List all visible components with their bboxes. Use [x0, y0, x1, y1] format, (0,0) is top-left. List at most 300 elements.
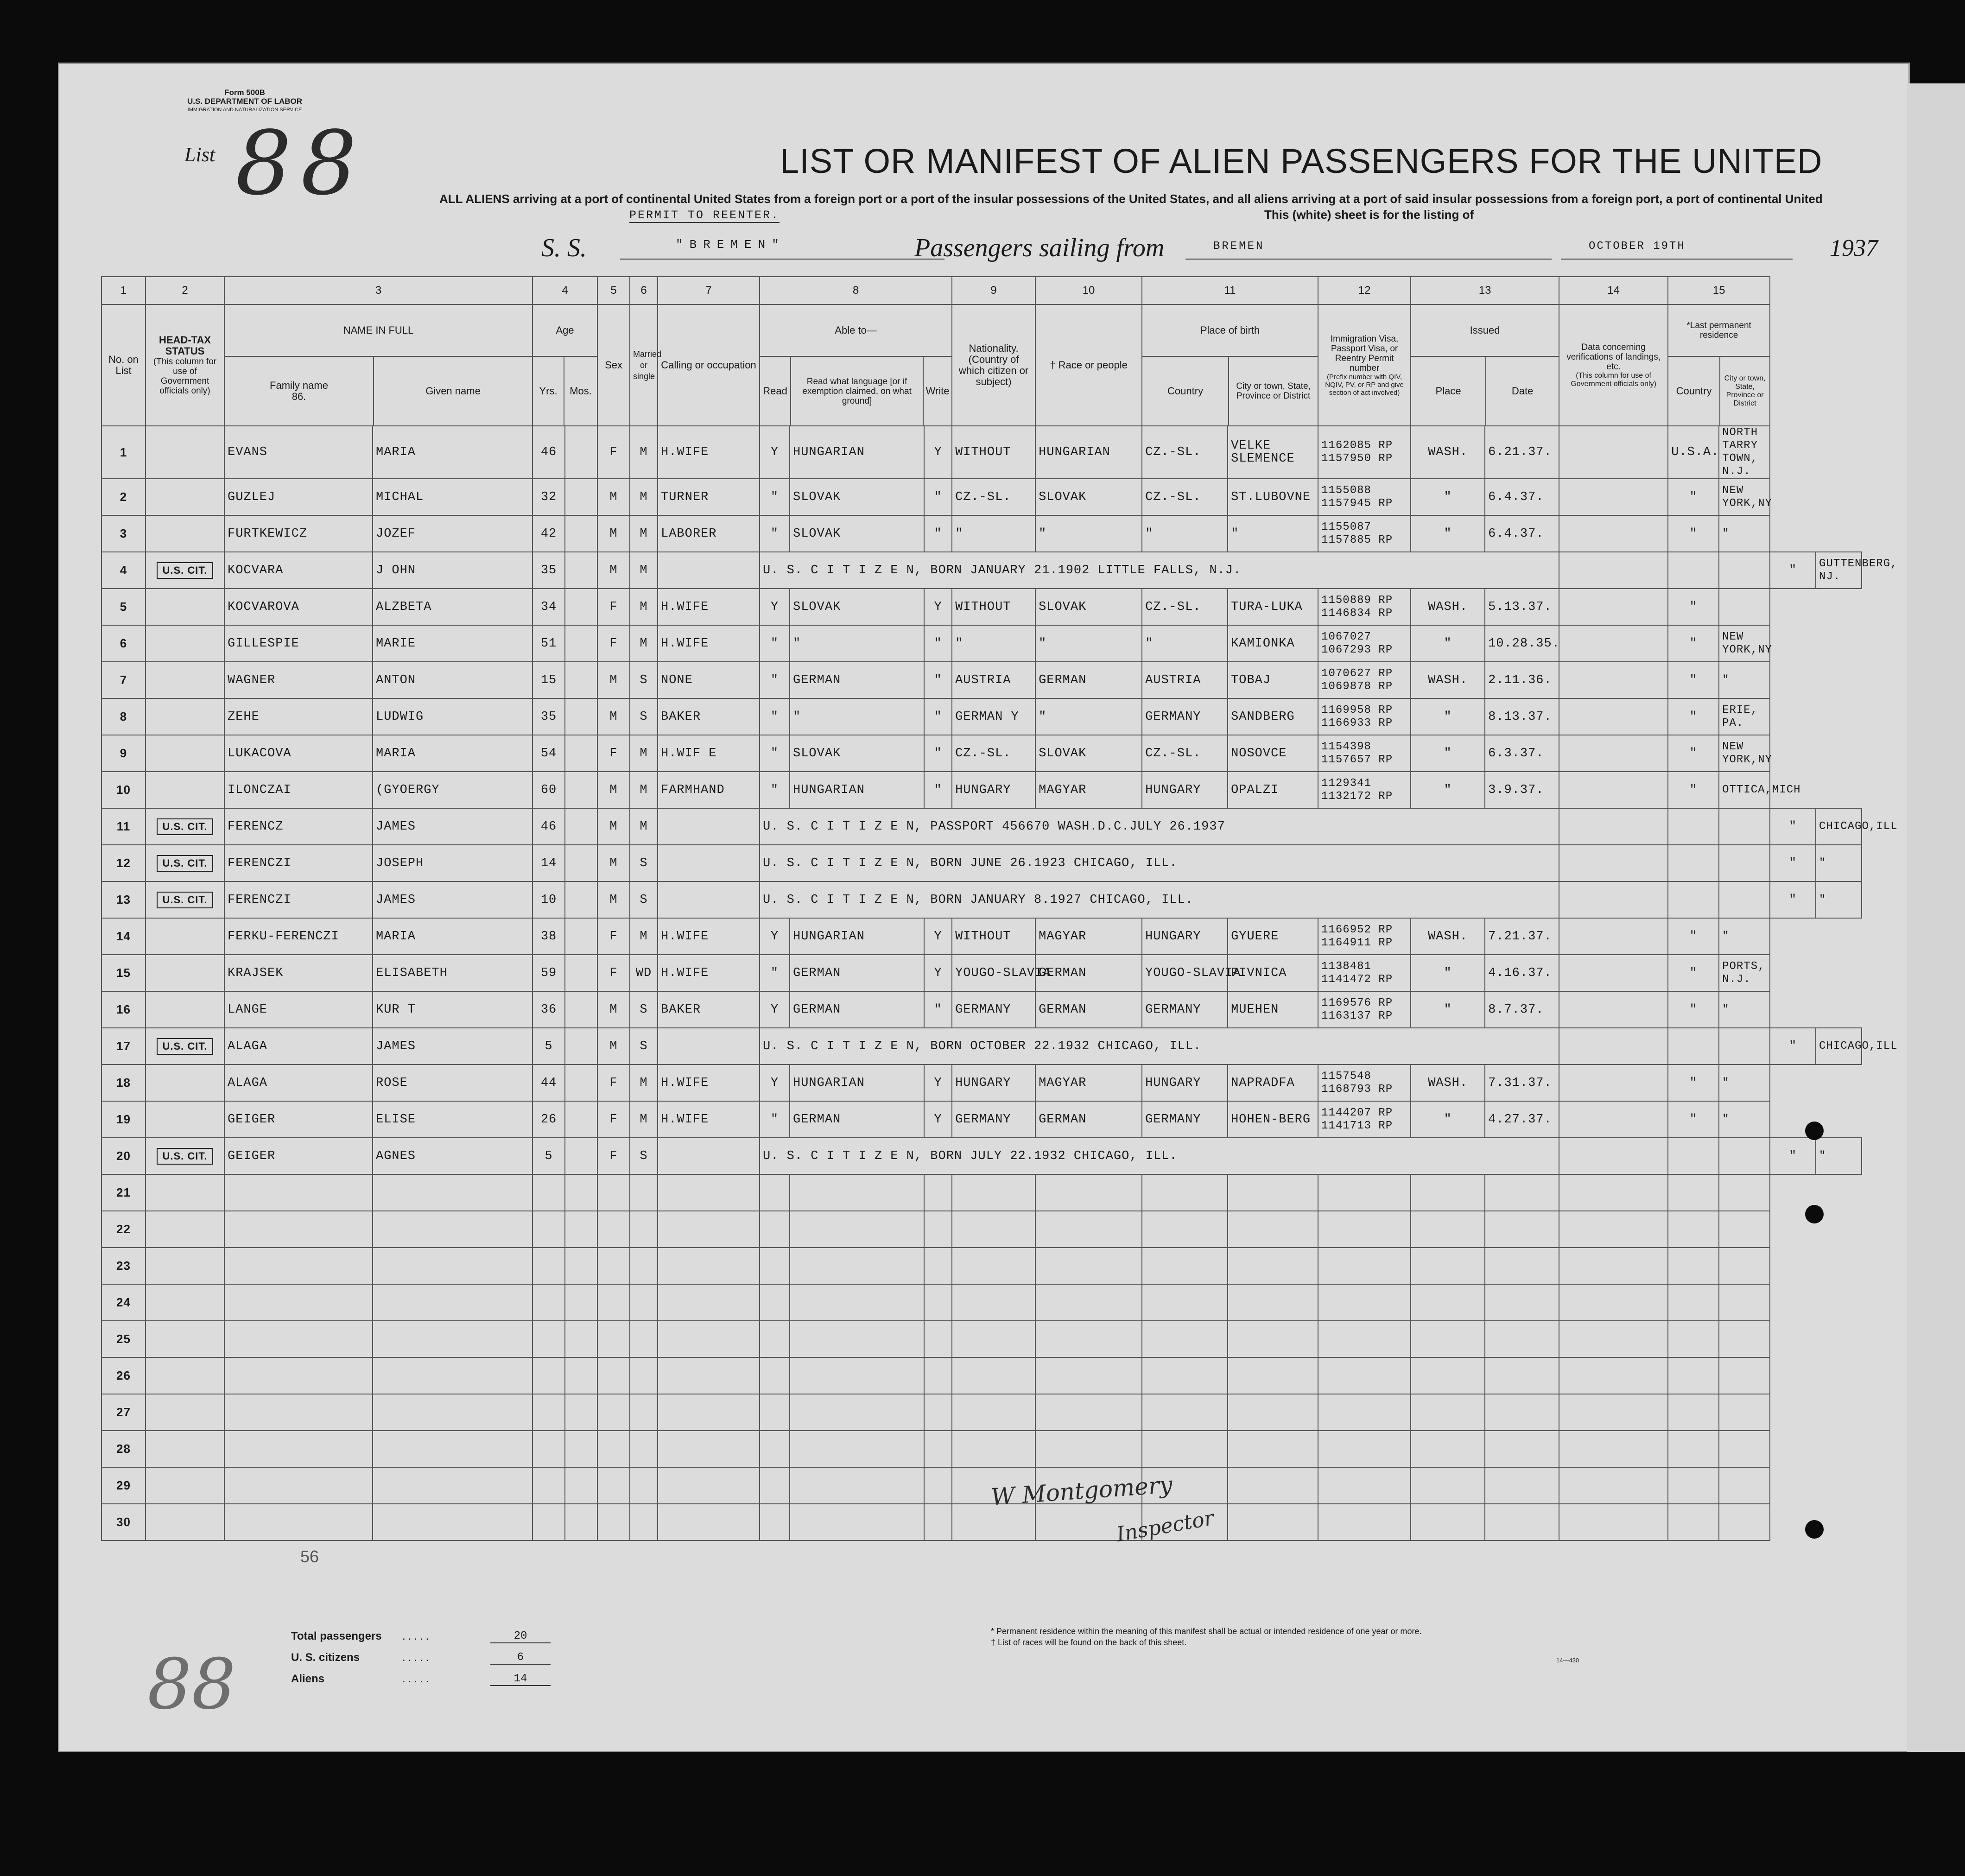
table-row — [101, 955, 1862, 991]
language-cell — [790, 1431, 924, 1467]
birth-city-cell — [1228, 1248, 1318, 1284]
given-name-cell: AGNES — [373, 1138, 532, 1174]
total-passengers-label: Total passengers — [291, 1630, 382, 1642]
given-name-cell: JAMES — [373, 881, 532, 918]
colnum: 6 — [630, 277, 658, 304]
issued-place-cell: " — [1411, 955, 1485, 991]
row-number: 15 — [101, 955, 146, 991]
family-name-cell: ZEHE — [224, 698, 373, 735]
residence-city-cell: " — [1719, 515, 1770, 552]
nationality-cell: HUNGARY — [952, 1065, 1035, 1101]
issued-date-cell — [1485, 1394, 1559, 1431]
landing-data-cell — [1559, 1357, 1668, 1394]
header-last-residence — [1668, 304, 1770, 426]
table-row — [101, 1211, 1862, 1248]
marital-status-cell — [630, 1284, 658, 1321]
language-cell — [790, 1248, 924, 1284]
nationality-cell: HUNGARY — [952, 772, 1035, 808]
landing-data-cell — [1559, 698, 1668, 735]
marital-status-cell: S — [630, 845, 658, 881]
issued-date-cell: 4.16.37. — [1485, 955, 1559, 991]
nationality-cell — [952, 1394, 1035, 1431]
age-months-cell — [565, 1394, 597, 1431]
header-age — [532, 304, 597, 426]
head-tax-cell — [146, 625, 224, 662]
issued-date-cell: 6.4.37. — [1485, 515, 1559, 552]
row-number: 28 — [101, 1431, 146, 1467]
sex-cell: M — [597, 808, 630, 845]
birth-country-cell — [1142, 1321, 1228, 1357]
marital-status-cell — [630, 1394, 658, 1431]
head-tax-cell — [146, 1101, 224, 1138]
empty-cell — [1668, 552, 1719, 589]
residence-country-cell: " — [1770, 1138, 1816, 1174]
header-race: † Race or people — [1035, 304, 1142, 426]
race-cell — [1035, 1174, 1142, 1211]
residence-country-cell: " — [1668, 698, 1719, 735]
landing-data-cell — [1559, 1065, 1668, 1101]
date-line — [1561, 259, 1793, 260]
landing-data-cell — [1559, 625, 1668, 662]
visa-number-cell — [1318, 1394, 1411, 1431]
age-months-cell — [565, 1284, 597, 1321]
write-cell: Y — [924, 918, 952, 955]
family-name-cell: FERENCZI — [224, 881, 373, 918]
issued-date-cell: 2.11.36. — [1485, 662, 1559, 698]
marital-status-cell: M — [630, 426, 658, 479]
residence-city-cell — [1719, 1504, 1770, 1540]
race-cell: GERMAN — [1035, 662, 1142, 698]
birth-country-cell — [1142, 1431, 1228, 1467]
issued-place-cell — [1411, 1248, 1485, 1284]
marital-status-cell: M — [630, 735, 658, 772]
binder-hole — [1805, 1205, 1824, 1223]
colnum: 10 — [1035, 277, 1142, 304]
residence-city-cell: " — [1816, 1138, 1862, 1174]
row-number: 4 — [101, 552, 146, 589]
empty-cell — [1668, 1028, 1719, 1065]
sex-cell: M — [597, 698, 630, 735]
table-row — [101, 515, 1862, 552]
birth-city-cell: VELKE SLEMENCE — [1228, 426, 1318, 479]
table-row — [101, 552, 1862, 589]
birth-city-cell: OPALZI — [1228, 772, 1318, 808]
family-name-label: Family name — [270, 380, 328, 391]
table-row — [101, 1101, 1862, 1138]
family-name-cell: LUKACOVA — [224, 735, 373, 772]
row-number: 14 — [101, 918, 146, 955]
us-citizen-stamp: U.S. CIT. — [157, 892, 213, 908]
empty-cell — [1719, 1138, 1770, 1174]
age-years-cell: 54 — [532, 735, 565, 772]
occupation-cell — [658, 1138, 760, 1174]
head-tax-cell — [146, 426, 224, 479]
leader-dots: ..... — [402, 1651, 432, 1664]
marital-status-cell — [630, 1431, 658, 1467]
issued-date-cell — [1485, 1248, 1559, 1284]
empty-cell — [1559, 845, 1668, 881]
age-years-cell: 51 — [532, 625, 565, 662]
visa-number-cell — [1318, 1321, 1411, 1357]
birth-city-cell — [1228, 1211, 1318, 1248]
landing-data-cell — [1559, 1174, 1668, 1211]
residence-country-cell — [1668, 1248, 1719, 1284]
race-cell: MAGYAR — [1035, 918, 1142, 955]
age-months-cell — [565, 1248, 597, 1284]
marital-status-cell: M — [630, 1101, 658, 1138]
residence-city-cell: CHICAGO,ILL — [1816, 1028, 1862, 1065]
residence-city-cell: OTTICA,MICH — [1719, 772, 1770, 808]
head-tax-cell — [146, 662, 224, 698]
visa-number-cell: 1154398 1157657 RP — [1318, 735, 1411, 772]
issued-place-cell — [1411, 1211, 1485, 1248]
sailing-from-label: Passengers sailing from — [914, 234, 1165, 262]
issued-place-cell: " — [1411, 698, 1485, 735]
residence-city-cell: " — [1719, 918, 1770, 955]
read-cell — [760, 1211, 790, 1248]
us-citizens-label: U. S. citizens — [291, 1651, 360, 1664]
table-row — [101, 1394, 1862, 1431]
age-years-cell: 46 — [532, 808, 565, 845]
sex-cell: M — [597, 991, 630, 1028]
issued-place-cell — [1411, 1357, 1485, 1394]
family-name-cell: GUZLEJ — [224, 479, 373, 515]
sex-cell — [597, 1284, 630, 1321]
residence-city-cell — [1719, 1321, 1770, 1357]
nationality-cell — [952, 1357, 1035, 1394]
family-name-cell: ALAGA — [224, 1028, 373, 1065]
residence-city-cell — [1719, 1357, 1770, 1394]
language-cell — [790, 1467, 924, 1504]
age-years-cell — [532, 1211, 565, 1248]
residence-city-cell — [1719, 589, 1770, 625]
nationality-cell: WITHOUT — [952, 426, 1035, 479]
marital-status-cell: S — [630, 662, 658, 698]
visa-label: Immigration Visa, Passport Visa, or Reentry Permit number — [1330, 334, 1399, 373]
age-years-cell — [532, 1504, 565, 1540]
occupation-cell — [658, 881, 760, 918]
age-years-cell: 32 — [532, 479, 565, 515]
given-name-cell: JAMES — [373, 808, 532, 845]
read-cell — [760, 1357, 790, 1394]
family-name-cell: GEIGER — [224, 1101, 373, 1138]
marital-status-cell: S — [630, 1138, 658, 1174]
head-tax-cell — [146, 772, 224, 808]
age-years-cell — [532, 1357, 565, 1394]
colnum: 14 — [1559, 277, 1668, 304]
sex-cell: M — [597, 662, 630, 698]
age-years-cell — [532, 1431, 565, 1467]
birth-country-cell — [1142, 1248, 1228, 1284]
family-name-cell — [224, 1357, 373, 1394]
age-months-cell — [565, 1101, 597, 1138]
form-number: Form 500B — [224, 88, 265, 97]
read-cell: Y — [760, 426, 790, 479]
given-name-cell: MARIA — [373, 426, 532, 479]
empty-cell — [1559, 1028, 1668, 1065]
read-cell: " — [760, 662, 790, 698]
table-row — [101, 1065, 1862, 1101]
header-visa — [1318, 304, 1411, 426]
residence-city-cell — [1719, 1467, 1770, 1504]
write-cell — [924, 1394, 952, 1431]
language-cell — [790, 1211, 924, 1248]
nationality-cell: GERMAN Y — [952, 698, 1035, 735]
landing-data-cell — [1559, 991, 1668, 1028]
sex-cell: F — [597, 426, 630, 479]
visa-number-cell — [1318, 1248, 1411, 1284]
citizen-note-cell: U. S. C I T I Z E N, PASSPORT 456670 WASH.D.C.JULY 26.1937 — [760, 808, 1559, 845]
issued-place-cell: " — [1411, 515, 1485, 552]
race-cell — [1035, 1321, 1142, 1357]
nationality-cell: WITHOUT — [952, 918, 1035, 955]
occupation-cell: H.WIFE — [658, 918, 760, 955]
visa-number-cell: 1144207 RP 1141713 RP — [1318, 1101, 1411, 1138]
visa-number-cell: 1157548 1168793 RP — [1318, 1065, 1411, 1101]
occupation-cell — [658, 1321, 760, 1357]
birth-city-cell — [1228, 1321, 1318, 1357]
issued-date-cell: 3.9.37. — [1485, 772, 1559, 808]
head-tax-note: (This column for use of Government officials only) — [153, 357, 217, 396]
landing-data-cell — [1559, 479, 1668, 515]
language-cell: HUNGARIAN — [790, 772, 924, 808]
header-place-of-birth — [1142, 304, 1318, 426]
race-cell: " — [1035, 515, 1142, 552]
given-name-cell: MARIA — [373, 735, 532, 772]
issued-place-cell: WASH. — [1411, 662, 1485, 698]
read-language-label: Read what language [or if exemption claimed, on what ground] — [791, 357, 924, 425]
birth-country-cell: CZ.-SL. — [1142, 479, 1228, 515]
row-number: 23 — [101, 1248, 146, 1284]
age-months-cell — [565, 845, 597, 881]
table-row — [101, 479, 1862, 515]
age-months-cell — [565, 1431, 597, 1467]
age-years-cell: 59 — [532, 955, 565, 991]
occupation-cell — [658, 1174, 760, 1211]
occupation-cell: BAKER — [658, 698, 760, 735]
landing-data-cell — [1559, 662, 1668, 698]
marital-status-cell — [630, 1467, 658, 1504]
issued-date-cell — [1485, 1174, 1559, 1211]
language-cell: GERMAN — [790, 955, 924, 991]
table-row — [101, 881, 1862, 918]
sex-cell — [597, 1467, 630, 1504]
write-cell — [924, 1504, 952, 1540]
issued-date-cell — [1485, 1357, 1559, 1394]
totals-block — [291, 1626, 551, 1690]
sex-cell: F — [597, 1065, 630, 1101]
race-cell: " — [1035, 625, 1142, 662]
empty-cell — [1559, 552, 1668, 589]
write-cell: " — [924, 479, 952, 515]
issued-date-cell — [1485, 1321, 1559, 1357]
issued-date-cell — [1485, 1284, 1559, 1321]
occupation-cell — [658, 1248, 760, 1284]
write-cell — [924, 1248, 952, 1284]
row-number: 20 — [101, 1138, 146, 1174]
language-cell: SLOVAK — [790, 735, 924, 772]
visa-number-cell: 1162085 RP 1157950 RP — [1318, 426, 1411, 479]
nationality-cell: GERMANY — [952, 991, 1035, 1028]
empty-cell — [1719, 1028, 1770, 1065]
family-name-cell: GILLESPIE — [224, 625, 373, 662]
birth-country-cell: " — [1142, 515, 1228, 552]
birth-city-cell: GYUERE — [1228, 918, 1318, 955]
table-row — [101, 1138, 1862, 1174]
birth-country-cell — [1142, 1174, 1228, 1211]
age-months-cell — [565, 1357, 597, 1394]
empty-cell — [1719, 881, 1770, 918]
given-name-cell: JAMES — [373, 1028, 532, 1065]
nationality-cell: GERMANY — [952, 1101, 1035, 1138]
race-cell: SLOVAK — [1035, 735, 1142, 772]
head-tax-cell — [146, 1394, 224, 1431]
write-cell — [924, 1211, 952, 1248]
residence-country-cell: " — [1668, 991, 1719, 1028]
residence-city-cell: NEW YORK,NY — [1719, 735, 1770, 772]
nationality-cell: CZ.-SL. — [952, 479, 1035, 515]
language-cell: " — [790, 625, 924, 662]
colnum: 5 — [597, 277, 630, 304]
residence-country-cell: " — [1668, 1065, 1719, 1101]
age-years-cell: 26 — [532, 1101, 565, 1138]
read-cell — [760, 1284, 790, 1321]
issued-place-cell — [1411, 1467, 1485, 1504]
birth-country-cell: CZ.-SL. — [1142, 735, 1228, 772]
read-cell: " — [760, 479, 790, 515]
head-tax-title: HEAD-TAX STATUS — [158, 334, 211, 357]
row-number: 1 — [101, 426, 146, 479]
sex-cell: M — [597, 1028, 630, 1065]
language-cell — [790, 1504, 924, 1540]
landing-data-cell — [1559, 1504, 1668, 1540]
residence-country-cell: " — [1668, 625, 1719, 662]
visa-number-cell — [1318, 1284, 1411, 1321]
nationality-cell: AUSTRIA — [952, 662, 1035, 698]
department-name: U.S. DEPARTMENT OF LABOR — [187, 97, 303, 106]
table-row — [101, 735, 1862, 772]
birth-country-cell: YOUGO-SLAVIA — [1142, 955, 1228, 991]
sailing-port: BREMEN — [1213, 240, 1265, 253]
issued-place-cell: WASH. — [1411, 1065, 1485, 1101]
marital-status-cell — [630, 1211, 658, 1248]
header-name-in-full — [224, 304, 532, 426]
residence-country-cell: " — [1770, 552, 1816, 589]
marital-status-cell: M — [630, 808, 658, 845]
aliens-label: Aliens — [291, 1673, 325, 1685]
header-married: Married or single — [630, 304, 658, 426]
ship-name-line — [620, 259, 944, 260]
table-row — [101, 1357, 1862, 1394]
colnum: 2 — [146, 277, 224, 304]
head-tax-cell — [146, 589, 224, 625]
birth-city-cell: PIVNICA — [1228, 955, 1318, 991]
given-name-cell: ELISE — [373, 1101, 532, 1138]
age-months-cell — [565, 1504, 597, 1540]
head-tax-cell — [146, 735, 224, 772]
given-name-cell: MARIE — [373, 625, 532, 662]
empty-cell — [1668, 808, 1719, 845]
last-residence-label: *Last permanent residence — [1668, 305, 1769, 357]
age-months-cell — [565, 1467, 597, 1504]
birth-city-cell — [1228, 1504, 1318, 1540]
write-label: Write — [925, 385, 950, 397]
ship-name: "BREMEN" — [676, 238, 786, 252]
occupation-cell — [658, 808, 760, 845]
column-number-row — [101, 277, 1862, 304]
sex-cell: M — [597, 515, 630, 552]
issued-place-cell — [1411, 1174, 1485, 1211]
language-cell: SLOVAK — [790, 479, 924, 515]
issued-place-cell: WASH. — [1411, 589, 1485, 625]
given-name-cell: LUDWIG — [373, 698, 532, 735]
age-years-cell: 14 — [532, 845, 565, 881]
birth-city-cell: TOBAJ — [1228, 662, 1318, 698]
marital-status-cell: S — [630, 881, 658, 918]
language-cell — [790, 1174, 924, 1211]
birth-city-label: City or town, State, Province or District — [1236, 381, 1311, 401]
row-number: 19 — [101, 1101, 146, 1138]
given-name-cell: JOSEPH — [373, 845, 532, 881]
race-cell — [1035, 1211, 1142, 1248]
table-row — [101, 1248, 1862, 1284]
residence-country-cell — [1668, 1174, 1719, 1211]
age-years-cell: 44 — [532, 1065, 565, 1101]
family-name-cell — [224, 1211, 373, 1248]
table-row — [101, 772, 1862, 808]
row-number: 27 — [101, 1394, 146, 1431]
row-number: 16 — [101, 991, 146, 1028]
sex-cell: F — [597, 955, 630, 991]
us-citizen-stamp: U.S. CIT. — [157, 1148, 213, 1165]
age-months-cell — [565, 426, 597, 479]
residence-city-cell: " — [1719, 1101, 1770, 1138]
total-passengers-row — [291, 1626, 551, 1647]
issued-date-cell: 10.28.35. — [1485, 625, 1559, 662]
sex-cell: F — [597, 625, 630, 662]
residence-country-cell — [1668, 1211, 1719, 1248]
issued-date-cell — [1485, 1211, 1559, 1248]
issued-place-cell — [1411, 1431, 1485, 1467]
birth-city-cell: " — [1228, 515, 1318, 552]
read-cell: " — [760, 955, 790, 991]
head-tax-cell — [146, 1431, 224, 1467]
occupation-cell — [658, 1504, 760, 1540]
nationality-cell: YOUGO-SLAVIA — [952, 955, 1035, 991]
issued-place-cell: " — [1411, 735, 1485, 772]
head-tax-cell — [146, 1174, 224, 1211]
given-name-cell: KUR T — [373, 991, 532, 1028]
given-name-cell — [373, 1321, 532, 1357]
birth-city-cell — [1228, 1431, 1318, 1467]
occupation-cell: H.WIFE — [658, 625, 760, 662]
table-row — [101, 991, 1862, 1028]
occupation-cell — [658, 1467, 760, 1504]
read-cell: Y — [760, 918, 790, 955]
head-tax-cell — [146, 479, 224, 515]
sailing-year: 1937 — [1830, 235, 1878, 261]
given-name-cell: JOZEF — [373, 515, 532, 552]
page-title: LIST OR MANIFEST OF ALIEN PASSENGERS FOR THE UNITED — [780, 142, 1823, 180]
empty-cell — [1559, 881, 1668, 918]
age-yrs-label: Yrs. — [533, 357, 564, 425]
marital-status-cell: WD — [630, 955, 658, 991]
residence-country-cell: " — [1668, 662, 1719, 698]
table-row — [101, 1174, 1862, 1211]
table-row — [101, 1284, 1862, 1321]
visa-number-cell — [1318, 1504, 1411, 1540]
birth-city-cell — [1228, 1467, 1318, 1504]
